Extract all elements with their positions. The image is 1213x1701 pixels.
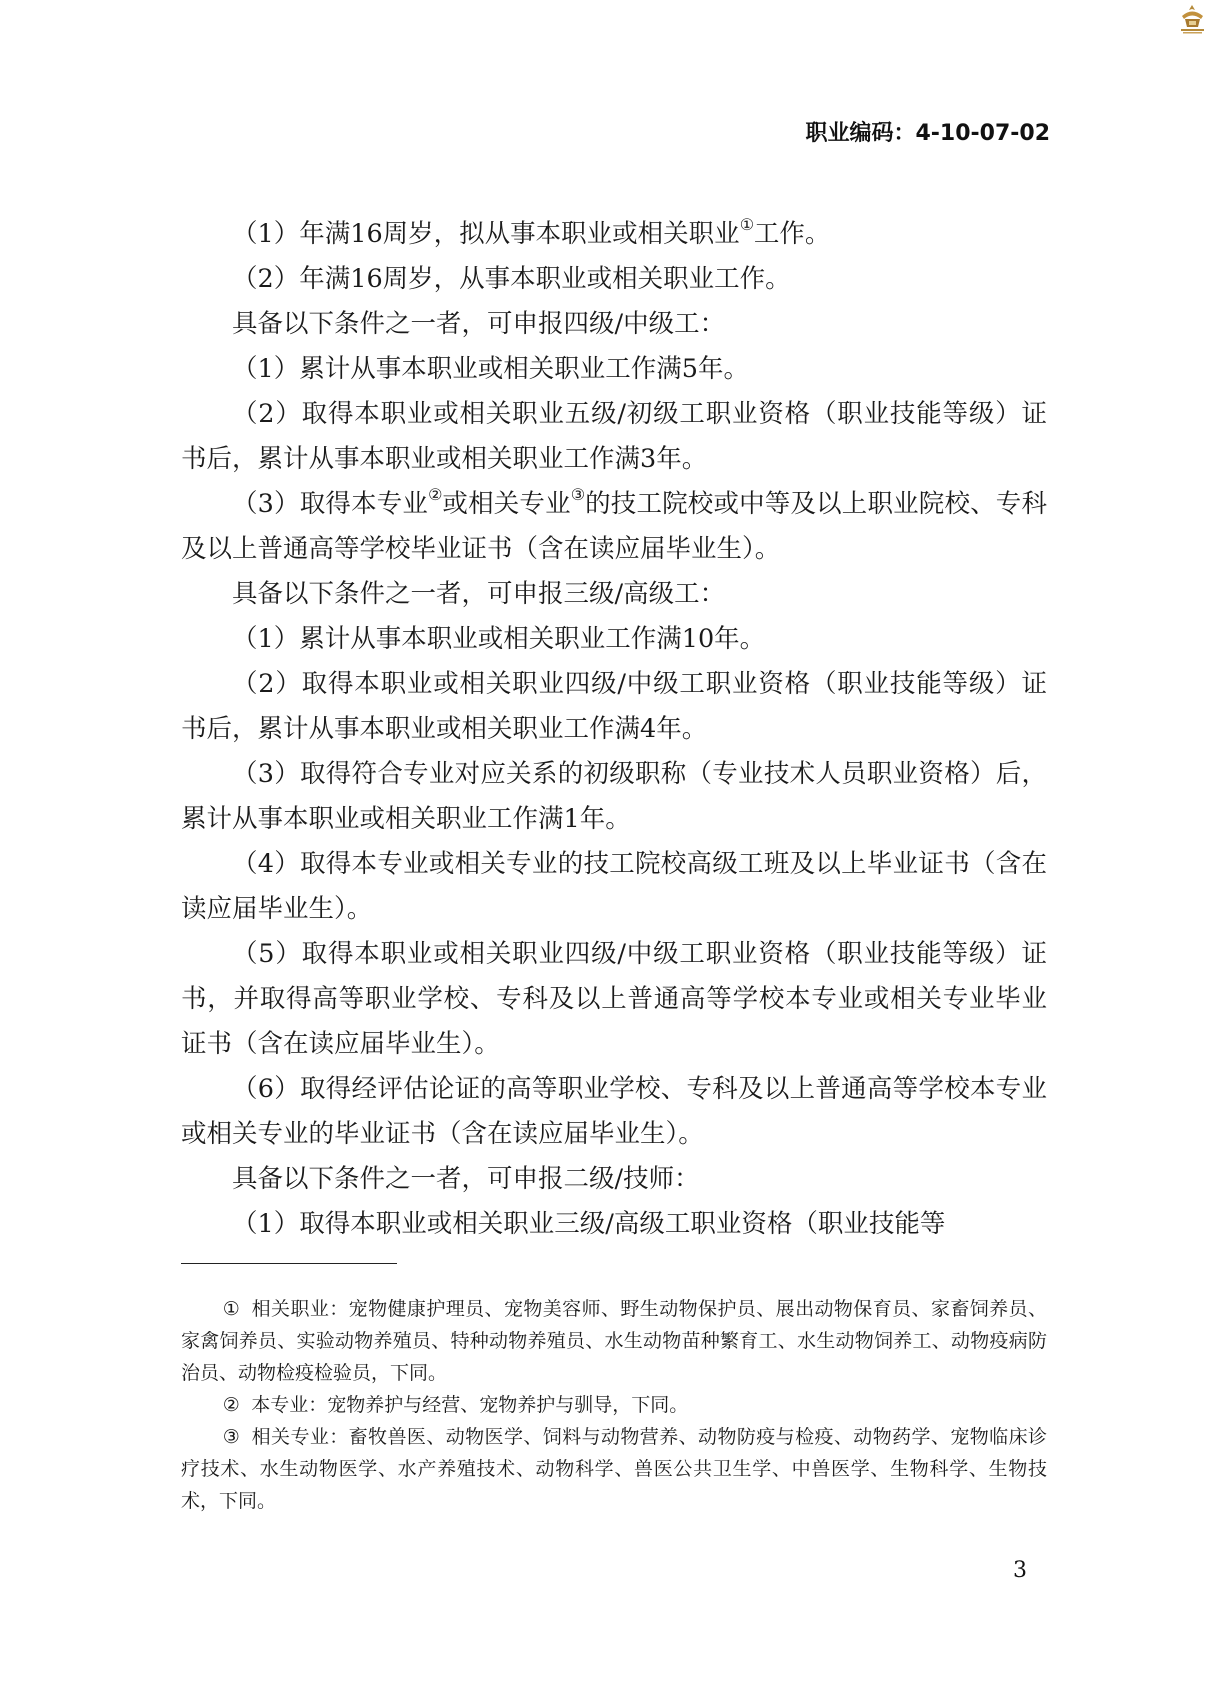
paragraph: 具备以下条件之一者，可申报四级/中级工： <box>232 309 726 339</box>
paragraph: （1）累计从事本职业或相关职业工作满10年。 <box>232 624 766 654</box>
footnote-divider <box>181 1263 397 1264</box>
footnote: ③ 相关专业：畜牧兽医、动物医学、饲料与动物营养、动物防疫与检疫、动物药学、宠物临床诊疗技术、水生动物医学、水产养殖技术、动物科学、兽医公共卫生学、中兽医学、生物科学、生物技术，下同。 <box>181 1426 1047 1512</box>
body-text <box>181 212 1047 1247</box>
occupation-code: 职业编码：4-10-07-02 <box>805 121 1050 146</box>
paragraph: （5）取得本职业或相关职业四级/中级工职业资格（职业技能等级）证书，并取得高等职业学校、专科及以上普通高等学校本专业或相关专业毕业证书（含在读应届毕业生）。 <box>181 939 1047 1059</box>
footnote-mark: ① <box>222 1298 241 1320</box>
footnote-ref[interactable]: ③ <box>570 485 586 505</box>
paragraph: （4）取得本专业或相关专业的技工院校高级工班及以上毕业证书（含在读应届毕业生）。 <box>181 849 1047 924</box>
paragraph: 具备以下条件之一者，可申报三级/高级工： <box>232 579 726 609</box>
paragraph: （1）年满16周岁，拟从事本职业或相关职业①工作。 <box>232 215 831 249</box>
footnote-mark: ② <box>222 1394 240 1416</box>
footnote-ref[interactable]: ② <box>428 485 443 505</box>
publisher-logo-icon <box>1176 2 1209 36</box>
paragraph: 具备以下条件之一者，可申报二级/技师： <box>232 1164 700 1194</box>
paragraph: （2）取得本职业或相关职业四级/中级工职业资格（职业技能等级）证书后，累计从事本职业或相关职业工作满4年。 <box>181 669 1047 744</box>
paragraph: （1）取得本职业或相关职业三级/高级工职业资格（职业技能等 <box>232 1209 946 1239</box>
page-number: 3 <box>1013 1558 1027 1583</box>
paragraph: （3）取得符合专业对应关系的初级职称（专业技术人员职业资格）后，累计从事本职业或相关职业工作满1年。 <box>181 759 1047 834</box>
footnote: ② 本专业：宠物养护与经营、宠物养护与驯导，下同。 <box>222 1394 689 1416</box>
footnote-mark: ③ <box>222 1426 241 1448</box>
footnote-ref[interactable]: ① <box>739 215 754 235</box>
paragraph: （3）取得本专业②或相关专业③的技工院校或中等及以上职业院校、专科及以上普通高等学校毕业证书（含在读应届毕业生）。 <box>181 485 1047 564</box>
footnote: ① 相关职业：宠物健康护理员、宠物美容师、野生动物保护员、展出动物保育员、家畜饲养员、家禽饲养员、实验动物养殖员、特种动物养殖员、水生动物苗种繁育工、水生动物饲养工、动物疫病防治员、动物检疫检验员，下同。 <box>181 1298 1047 1384</box>
paragraph: （2）取得本职业或相关职业五级/初级工职业资格（职业技能等级）证书后，累计从事本职业或相关职业工作满3年。 <box>181 399 1047 474</box>
paragraph: （1）累计从事本职业或相关职业工作满5年。 <box>232 354 749 384</box>
paragraph: （2）年满16周岁，从事本职业或相关职业工作。 <box>232 264 791 294</box>
footnotes <box>181 1293 1047 1517</box>
paragraph: （6）取得经评估论证的高等职业学校、专科及以上普通高等学校本专业或相关专业的毕业证书（含在读应届毕业生）。 <box>181 1074 1047 1149</box>
